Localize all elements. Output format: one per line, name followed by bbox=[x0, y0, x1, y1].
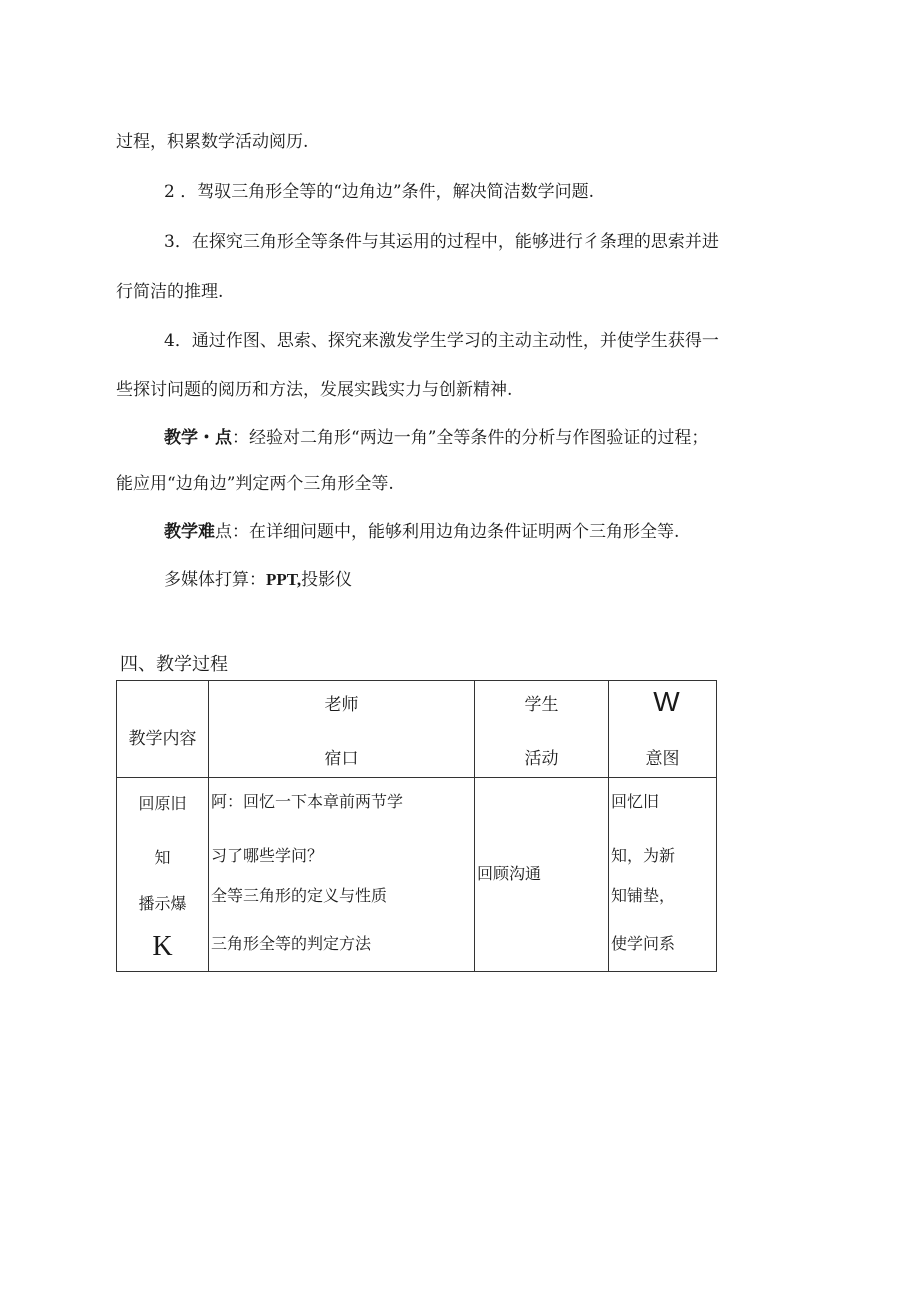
difficulty-label-suffix: 点 bbox=[215, 522, 232, 542]
objective-3-line1: 3．在探究三角形全等条件与其运用的过程中，能够进行彳条理的思索并进 bbox=[164, 232, 719, 252]
row1-intent-line4: 使学问系 bbox=[611, 934, 676, 953]
key-point-label: 教学・点 bbox=[164, 428, 232, 448]
key-point-text: ：经验对二角形“两边一角”全等条件的分析与作图验证的过程； bbox=[232, 428, 709, 448]
row1-content-cell bbox=[117, 778, 209, 972]
objective-4-line2: 些探讨问题的阅历和方法，发展实践实力与创新精神. bbox=[116, 380, 513, 400]
header-student-line1: 学生 bbox=[524, 695, 559, 715]
header-content-label: 教学内容 bbox=[128, 729, 197, 749]
header-teacher-line2: 宿口 bbox=[324, 749, 359, 769]
row1-intent-cell bbox=[609, 778, 717, 972]
teaching-process-table bbox=[116, 680, 717, 972]
media-ppt: PPT, bbox=[266, 570, 302, 589]
header-student-line2: 活动 bbox=[524, 749, 559, 769]
table-header-row bbox=[117, 681, 717, 778]
header-cell-student bbox=[475, 681, 609, 778]
media-label: 多媒体打算： bbox=[164, 570, 266, 590]
row1-teacher-line3: 全等三角形的定义与性质 bbox=[211, 886, 388, 905]
row1-content-line1: 回原旧 bbox=[138, 794, 187, 813]
section-title: 四、教学过程 bbox=[120, 654, 228, 675]
row1-content-line2: 知 bbox=[154, 848, 171, 867]
row1-intent-line3: 知铺垫， bbox=[611, 886, 676, 905]
key-point-line2: 能应用“边角边”判定两个三角形全等. bbox=[116, 474, 394, 494]
row1-teacher-line2: 习了哪些学问？ bbox=[211, 846, 324, 865]
row1-intent-line2: 知，为新 bbox=[611, 846, 676, 865]
objective-2: 2 ．驾驭三角形全等的“边角边”条件，解决简洁数学问题. bbox=[164, 182, 595, 202]
row1-teacher-line4: 三角形全等的判定方法 bbox=[211, 934, 372, 953]
objective-4-line1: 4．通过作图、思索、探究来激发学生学习的主动主动性，并使学生获得一 bbox=[164, 331, 719, 351]
row1-intent-line1: 回忆旧 bbox=[611, 792, 660, 811]
header-cell-teacher bbox=[209, 681, 475, 778]
difficulty-label: 教学难 bbox=[164, 522, 215, 542]
header-cell-content bbox=[117, 681, 209, 778]
paragraph-1: 过程，积累数学活动阅历. bbox=[116, 132, 309, 152]
media-projector: 投影仪 bbox=[301, 570, 353, 590]
media-line bbox=[164, 570, 352, 590]
difficulty-text: ：在详细问题中，能够利用边角边条件证明两个三角形全等. bbox=[232, 522, 680, 542]
objective-3-line2: 行简洁的推理. bbox=[116, 282, 224, 302]
key-point-line1 bbox=[164, 428, 708, 448]
row1-student-text: 回顾沟通 bbox=[477, 864, 542, 883]
difficulty-line bbox=[164, 522, 679, 542]
row1-content-line3: 播示爆 bbox=[138, 894, 187, 913]
table-row bbox=[117, 778, 717, 972]
header-intent-line2: 意图 bbox=[645, 749, 680, 769]
row1-content-line4: K bbox=[152, 931, 173, 962]
row1-student-cell bbox=[475, 778, 609, 972]
row1-teacher-cell bbox=[209, 778, 475, 972]
header-teacher-line1: 老师 bbox=[324, 695, 359, 715]
row1-teacher-line1: 阿：回忆一下本章前两节学 bbox=[211, 792, 404, 811]
header-cell-intent bbox=[609, 681, 717, 778]
header-intent-line1: W bbox=[653, 686, 680, 717]
